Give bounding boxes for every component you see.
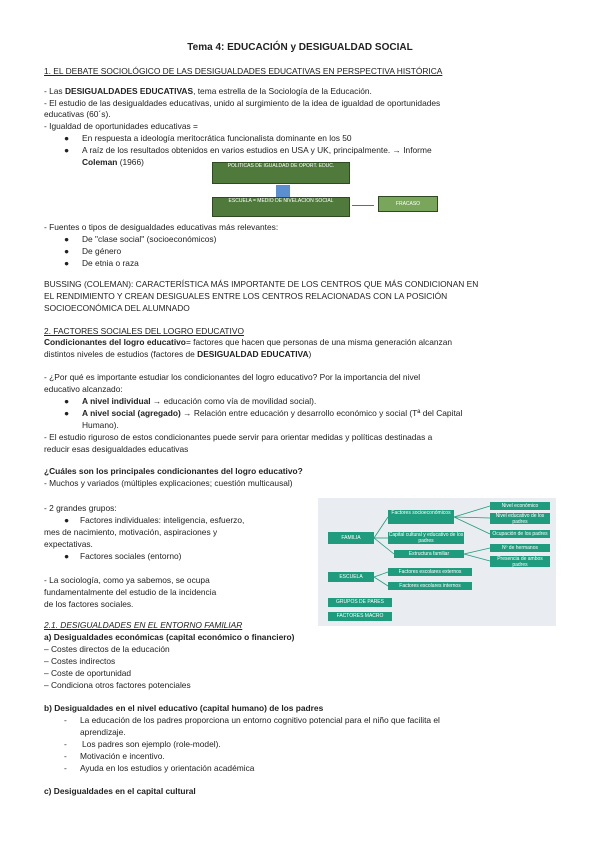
list-item: En respuesta a ideología meritocrática funcionalista dominante en los 50 [82, 133, 352, 143]
paragraph: - Muchos y variados (múltiples explicaciones; cuestión multicausal) [44, 478, 293, 488]
mindmap-leaf: Presencia de ambos padres [490, 556, 550, 567]
paragraph: reducir esas desigualdades educativas [44, 444, 189, 454]
mindmap-leaf: Nº de hermanos [490, 544, 550, 552]
diagram-connector [276, 185, 290, 197]
section-2-1-heading: 2.1. DESIGUALDADES EN EL ENTORNO FAMILIAR [44, 620, 243, 630]
mindmap-node-cultural: Capital cultural y educativo de los padres [388, 532, 464, 544]
paragraph: - La sociología, como ya sabemos, se ocupa [44, 575, 210, 585]
mindmap-node-structure: Estructura familiar [394, 550, 464, 558]
paragraph: BUSSING (COLEMAN): CARACTERÍSTICA MÁS IMPORTANTE DE LOS CENTROS QUE MÁS CONDICIONAN EN [44, 279, 479, 289]
question-heading: ¿Cuáles son los principales condicionantes del logro educativo? [44, 466, 303, 476]
mindmap-leaf: Nivel educativo de los padres [490, 513, 550, 524]
list-item: aprendizaje. [80, 727, 126, 737]
list-item: – Condiciona otros factores potenciales [44, 680, 191, 690]
mindmap-node-external: Factores escolares externos [388, 568, 472, 576]
subheading: c) Desigualdades en el capital cultural [44, 786, 196, 796]
section-1-heading: 1. EL DEBATE SOCIOLÓGICO DE LAS DESIGUALDADES EDUCATIVAS EN PERSPECTIVA HISTÓRICA [44, 66, 443, 76]
page-title: Tema 4: EDUCACIÓN y DESIGUALDAD SOCIAL [187, 42, 413, 53]
list-item: – Coste de oportunidad [44, 668, 132, 678]
diagram-box-top: POLÍTICAS DE IGUALDAD DE OPORT. EDUC. [212, 162, 350, 184]
bullet-icon: ● [64, 246, 70, 256]
diagram-box-right: FRACASO [378, 196, 438, 212]
dash-icon: - [64, 751, 67, 761]
bullet-icon: ● [64, 145, 70, 155]
paragraph: distintos niveles de estudios (factores de DESIGUALDAD EDUCATIVA) [44, 349, 312, 359]
bullet-icon: ● [64, 396, 70, 406]
list-item: mes de nacimiento, motivación, aspiraciones y [44, 527, 218, 537]
dash-icon: - [64, 715, 67, 725]
paragraph: - Fuentes o tipos de desigualdades educativas más relevantes: [44, 222, 279, 232]
paragraph: fundamentalmente del estudio de la incidencia [44, 587, 217, 597]
list-item: – Costes indirectos [44, 656, 116, 666]
list-item: Ayuda en los estudios y orientación académica [80, 763, 255, 773]
subheading: b) Desigualdades en el nivel educativo (capital humano) de los padres [44, 703, 324, 713]
factors-mindmap [318, 498, 556, 626]
list-item: A nivel individual → educación como vía de movilidad social). [82, 396, 317, 406]
paragraph: - Las DESIGUALDADES EDUCATIVAS, tema estrella de la Sociología de la Educación. [44, 86, 372, 96]
subheading: a) Desigualdades económicas (capital económico o financiero) [44, 632, 295, 642]
list-item: Factores individuales: inteligencia, esfuerzo, [80, 515, 245, 525]
paragraph: - Igualdad de oportunidades educativas = [44, 121, 198, 131]
list-item: A raíz de los resultados obtenidos en varios estudios en USA y UK, principalmente. → Informe [82, 145, 432, 155]
list-item: Coleman (1966) [82, 157, 144, 167]
paragraph: - El estudio de las desigualdades educativas, unido al surgimiento de la idea de igualdad de oportunidades [44, 98, 441, 108]
bullet-icon: ● [64, 551, 70, 561]
list-item: Motivación e incentivo. [80, 751, 165, 761]
list-item: Humano). [82, 420, 119, 430]
mindmap-leaf: Nivel económico [490, 502, 550, 510]
list-item: De etnia o raza [82, 258, 139, 268]
bullet-icon: ● [64, 515, 70, 525]
list-item: Los padres son ejemplo (role-model). [82, 739, 221, 749]
bullet-icon: ● [64, 133, 70, 143]
mindmap-node-familia: FAMILIA [328, 532, 374, 544]
mindmap-node-socioeconomic: Factores socioeconómicos [388, 510, 454, 524]
paragraph: educativas (60´s). [44, 109, 111, 119]
diagram-arrow [352, 205, 374, 206]
paragraph: de los factores sociales. [44, 599, 134, 609]
list-item: – Costes directos de la educación [44, 644, 170, 654]
paragraph: - ¿Por qué es importante estudiar los condicionantes del logro educativo? Por la importancia del nivel [44, 372, 421, 382]
bullet-icon: ● [64, 408, 70, 418]
paragraph: SOCIOECONÓMICA DEL ALUMNADO [44, 303, 190, 313]
list-item: De "clase social" (socioeconómicos) [82, 234, 217, 244]
bullet-icon: ● [64, 258, 70, 268]
mindmap-connectors [318, 498, 556, 626]
list-item: Factores sociales (entorno) [80, 551, 182, 561]
dash-icon: - [64, 763, 67, 773]
paragraph: Condicionantes del logro educativo= factores que hacen que personas de una misma generación alcanzan [44, 337, 453, 347]
dash-icon: - [64, 739, 67, 749]
paragraph: - El estudio riguroso de estos condicionantes puede servir para orientar medidas y políticas destinadas a [44, 432, 433, 442]
list-item: De género [82, 246, 122, 256]
list-item: expectativas. [44, 539, 93, 549]
mindmap-leaf: Ocupación de los padres [490, 530, 550, 538]
paragraph: educativo alcanzado: [44, 384, 123, 394]
section-2-heading: 2. FACTORES SOCIALES DEL LOGRO EDUCATIVO [44, 326, 244, 336]
mindmap-node-escuela: ESCUELA [328, 572, 374, 582]
diagram-box-bottom: ESCUELA = MEDIO DE NIVELACIÓN SOCIAL [212, 197, 350, 217]
mindmap-node-macro: FACTORES MACRO [328, 612, 392, 621]
paragraph: - 2 grandes grupos: [44, 503, 117, 513]
mindmap-node-pares: GRUPOS DE PARES [328, 598, 392, 607]
bullet-icon: ● [64, 234, 70, 244]
list-item: A nivel social (agregado) → Relación entre educación y desarrollo económico y social (Tª del Capital [82, 408, 463, 418]
list-item: La educación de los padres proporciona un entorno cognitivo potencial para el niño que facilita el [80, 715, 440, 725]
paragraph: EL RENDIMIENTO Y CREAN DESIGUALES ENTRE LOS CENTROS RELACIONADAS CON LA POSICIÓN [44, 291, 448, 301]
mindmap-node-internal: Factores escolares internos [388, 582, 472, 590]
